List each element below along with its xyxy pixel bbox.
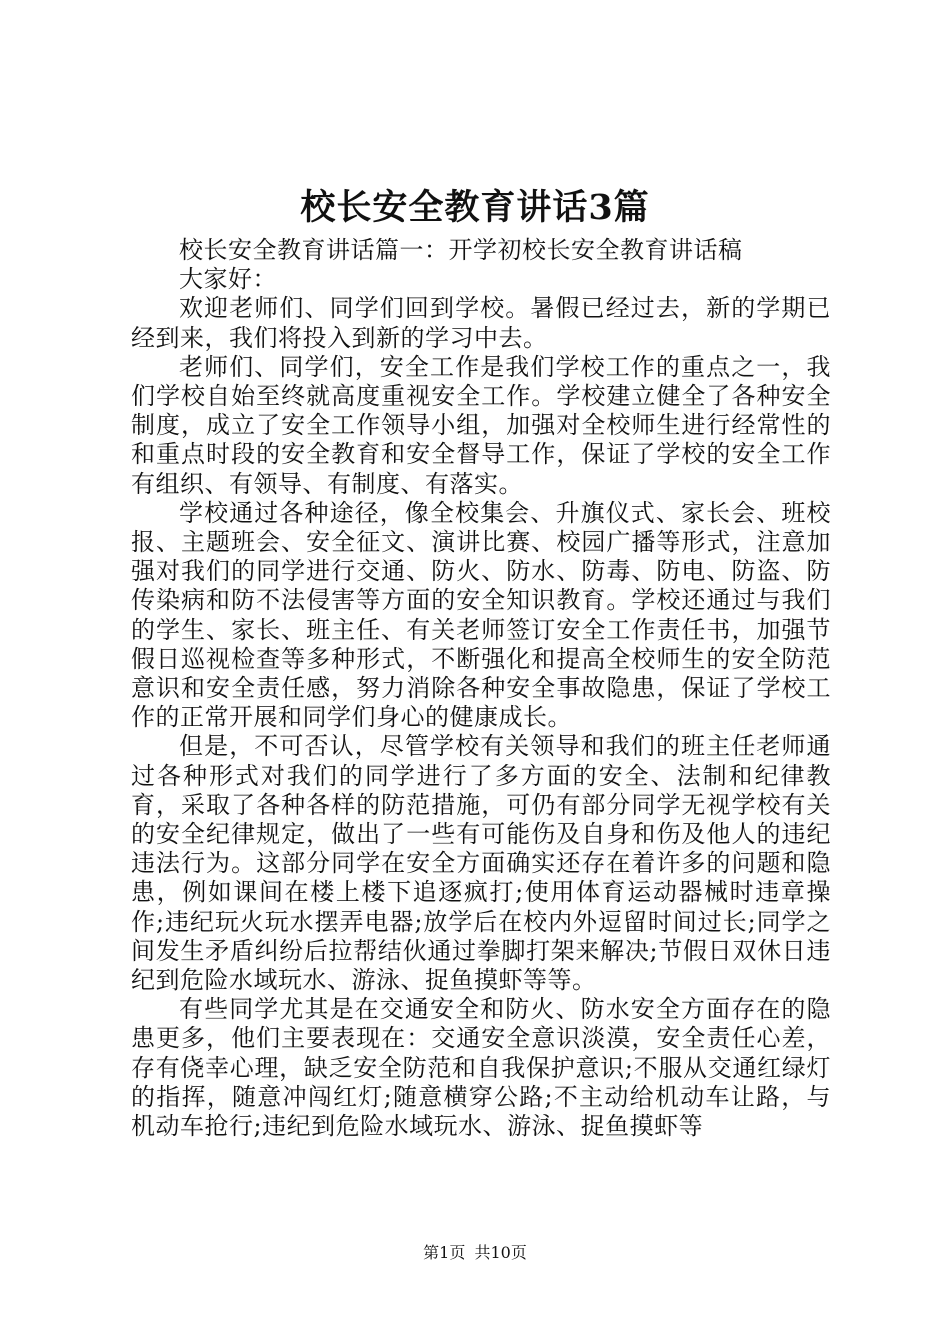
- paragraph-greeting: 大家好：: [179, 265, 277, 294]
- paragraph: 欢迎老师们、同学们回到学校。暑假已经过去，新的学期已经到来，我们将投入到新的学习中去。: [131, 294, 831, 352]
- paragraph: 老师们、同学们，安全工作是我们学校工作的重点之一，我们学校自始至终就高度重视安全工作。学校建立健全了各种安全制度，成立了安全工作领导小组，加强对全校师生进行经常性的和重点时段的安全教育和安全督导工作，保证了学校的安全工作有组织、有领导、有制度、有落实。: [131, 352, 831, 498]
- document-title: 校长安全教育讲话3篇: [300, 187, 650, 228]
- page-footer: [0, 1242, 950, 1264]
- paragraph: 学校通过各种途径，像全校集会、升旗仪式、家长会、班校报、主题班会、安全征文、演讲比赛、校园广播等形式，注意加强对我们的同学进行交通、防火、防水、防毒、防电、防盗、防传染病和防不法侵害等方面的安全知识教育。学校还通过与我们的学生、家长、班主任、有关老师签订安全工作责任书，加强节假日巡视检查等多种形式，不断强化和提高全校师生的安全防范意识和安全责任感，努力消除各种安全事故隐患，保证了学校工作的正常开展和同学们身心的健康成长。: [131, 498, 831, 732]
- page-total: 共10页: [474, 1243, 527, 1262]
- paragraph-subtitle: 校长安全教育讲话篇一：开学初校长安全教育讲话稿: [179, 236, 743, 264]
- page-number: 第1页: [423, 1243, 466, 1262]
- paragraph: 有些同学尤其是在交通安全和防火、防水安全方面存在的隐患更多，他们主要表现在：交通安全意识淡漠，安全责任心差，存有侥幸心理，缺乏安全防范和自我保护意识;不服从交通红绿灯的指挥，随意冲闯红灯;随意横穿公路;不主动给机动车让路，与机动车抢行;违纪到危险水域玩水、游泳、捉鱼摸虾等: [131, 995, 831, 1141]
- document-body: [131, 236, 831, 1141]
- paragraph: 但是，不可否认，尽管学校有关领导和我们的班主任老师通过各种形式对我们的同学进行了多方面的安全、法制和纪律教育，采取了各种各样的防范措施，可仍有部分同学无视学校有关的安全纪律规定，做出了一些有可能伤及自身和伤及他人的违纪违法行为。这部分同学在安全方面确实还存在着许多的问题和隐患，例如课间在楼上楼下追逐疯打;使用体育运动器械时违章操作;违纪玩火玩水摆弄电器;放学后在校内外逗留时间过长;同学之间发生矛盾纠纷后拉帮结伙通过拳脚打架来解决;节假日双休日违纪到危险水域玩水、游泳、捉鱼摸虾等等。: [131, 732, 831, 995]
